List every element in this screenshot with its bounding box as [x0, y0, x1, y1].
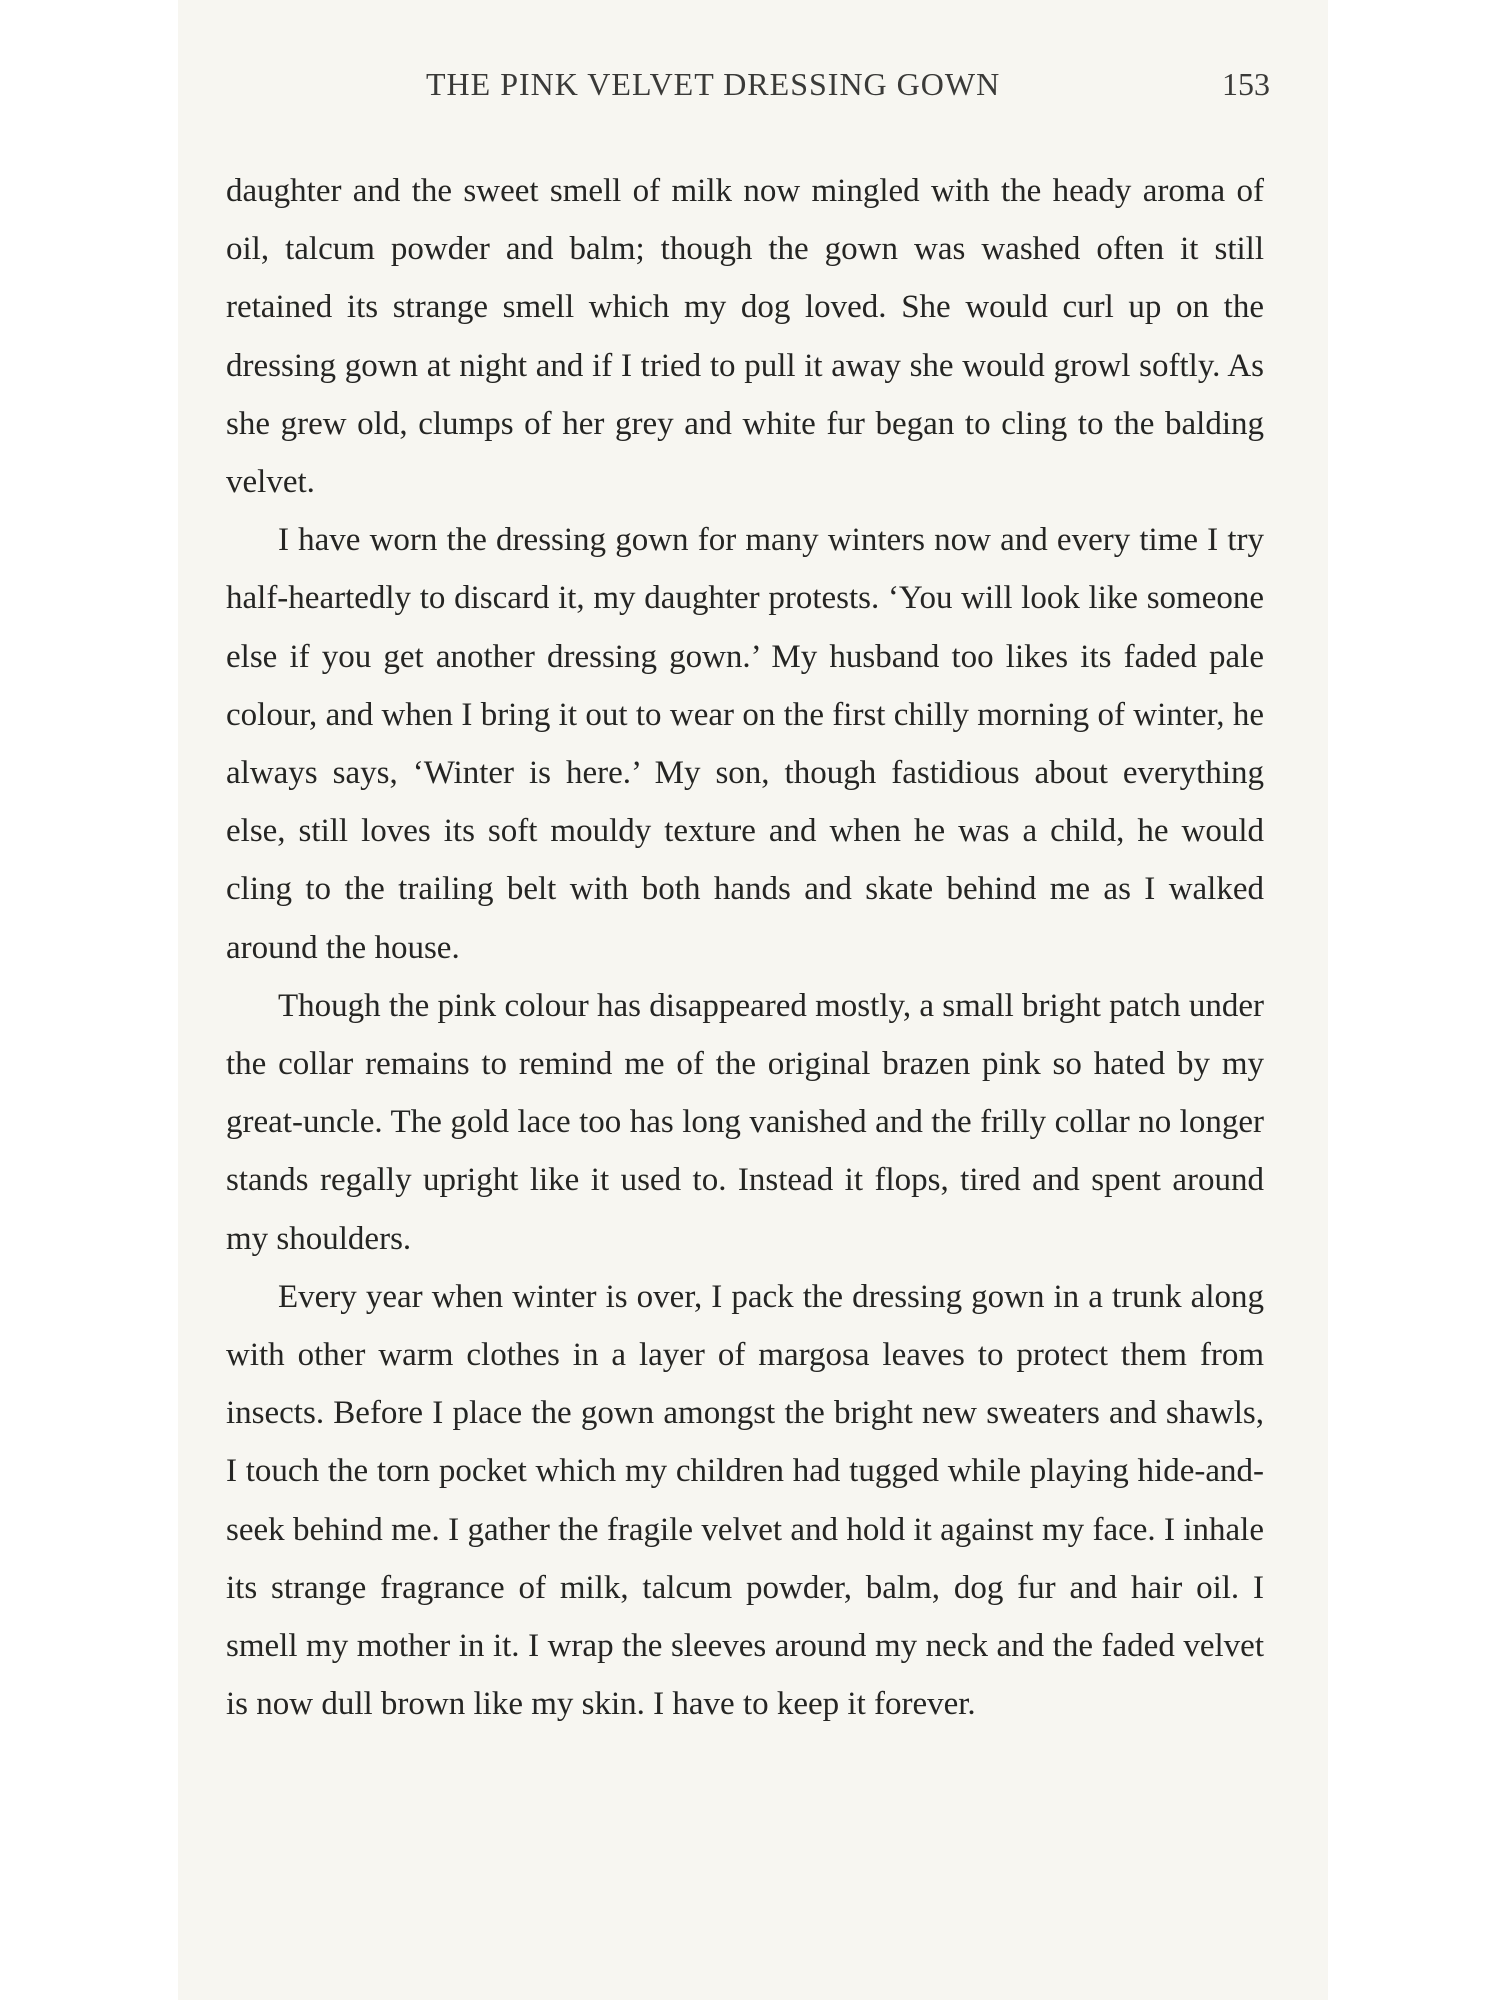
- body-text: [226, 162, 1264, 1733]
- page-number: 153: [1222, 66, 1270, 102]
- running-head: THE PINK VELVET DRESSING GOWN: [426, 66, 1001, 102]
- paragraph: Every year when winter is over, I pack the dressing gown in a trunk along with other warm clothes in a layer of margosa leaves to protect them from insects. Before I place the gown amongst the bright new sweaters and shawls, I touch the torn pocket which my children had tugged while playing hide-and-seek behind me. I gather the fragile velvet and hold it against my face. I inhale its strange fragrance of milk, talcum powder, balm, dog fur and hair oil. I smell my mother in it. I wrap the sleeves around my neck and the faded velvet is now dull brown like my skin. I have to keep it forever.: [226, 1278, 1264, 1723]
- page-header: [426, 66, 1270, 106]
- paragraph: daughter and the sweet smell of milk now mingled with the heady aroma of oil, talcum powder and balm; though the gown was washed often it still retained its strange smell which my dog loved. She would curl up on the dressing gown at night and if I tried to pull it away she would growl softly. As she grew old, clumps of her grey and white fur began to cling to the balding velvet.: [226, 173, 1264, 501]
- paragraph: I have worn the dressing gown for many winters now and every time I try half-heartedly to discard it, my daughter protests. ‘You will look like someone else if you get another dressing gown.’ My husband too likes its faded pale colour, and when I bring it out to wear on the first chilly morning of winter, he always says, ‘Winter is here.’ My son, though fastidious about everything else, still loves its soft mouldy texture and when he was a child, he would cling to the trailing belt with both hands and skate behind me as I walked around the house.: [226, 522, 1264, 966]
- paragraph: Though the pink colour has disappeared mostly, a small bright patch under the collar remains to remind me of the original brazen pink so hated by my great-uncle. The gold lace too has long vanished and the frilly collar no longer stands regally upright like it used to. Instead it flops, tired and spent around my shoulders.: [226, 987, 1264, 1257]
- book-page: [178, 0, 1328, 2000]
